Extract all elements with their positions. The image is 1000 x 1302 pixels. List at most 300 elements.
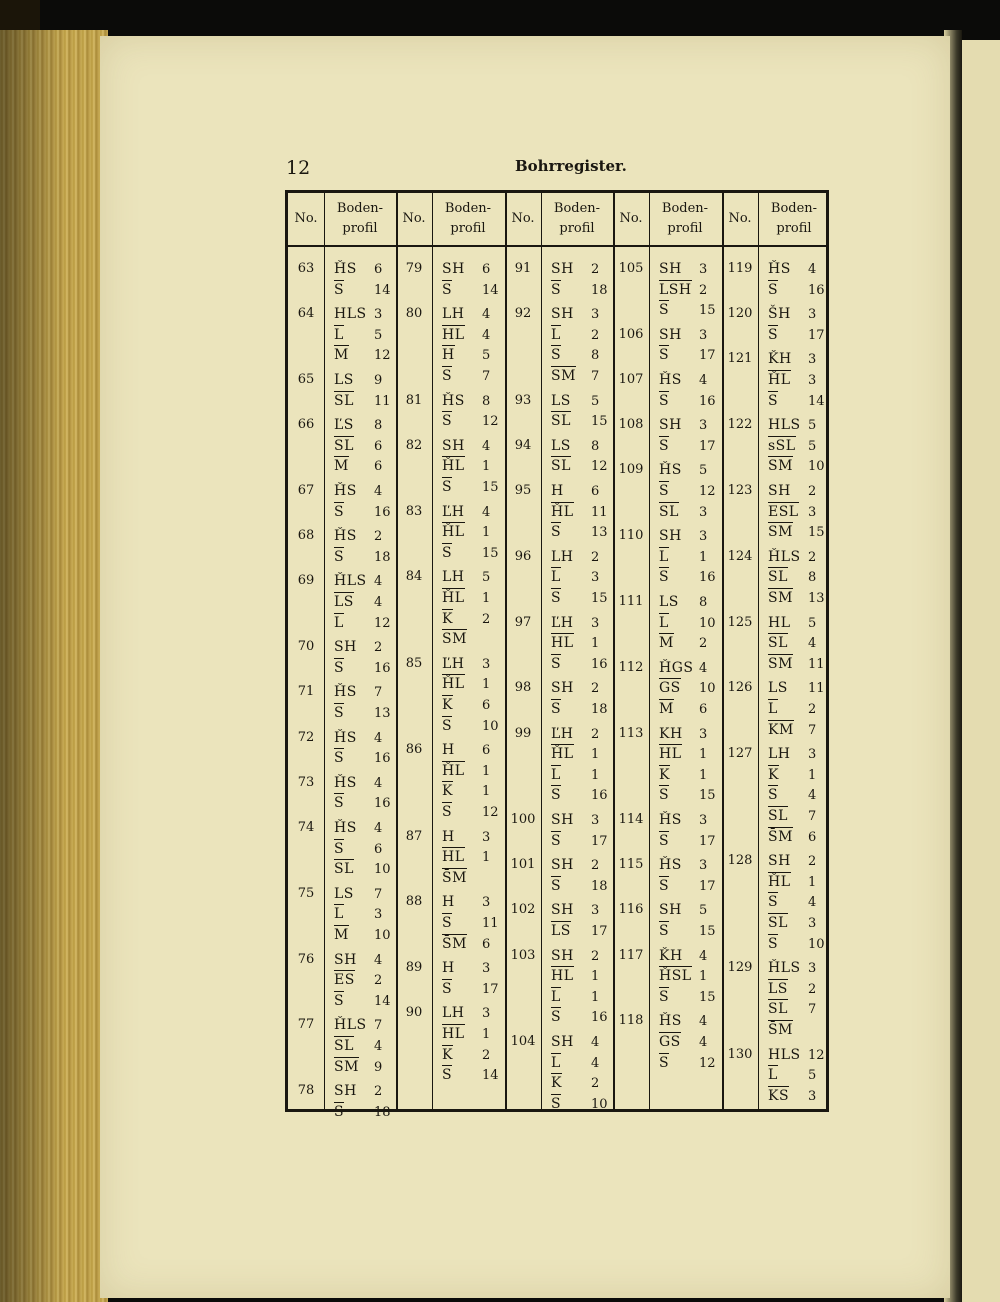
bohr-number: 82: [405, 437, 423, 453]
soil-code: L: [334, 326, 344, 343]
layer-thickness: 11: [808, 656, 825, 672]
layer-thickness: 3: [808, 961, 817, 977]
layer-thickness: 4: [482, 307, 491, 323]
soil-code: H: [442, 347, 455, 364]
layer-thickness: 15: [482, 545, 499, 561]
layer-thickness: 16: [591, 1010, 608, 1026]
layer-thickness: 4: [808, 636, 817, 652]
layer-thickness: 3: [699, 813, 708, 828]
page-edges-shadow: [0, 30, 108, 1302]
layer-thickness: 4: [374, 574, 383, 590]
soil-code: S: [442, 479, 453, 495]
soil-code: ȞLS: [768, 960, 801, 977]
bohr-number: 114: [618, 812, 644, 827]
bohr-number: 84: [405, 569, 423, 585]
soil-code: S: [334, 992, 345, 1009]
header-bodenprofil: Boden- profil: [661, 201, 709, 236]
soil-code: LS: [768, 980, 788, 997]
bohr-number: 88: [405, 894, 423, 910]
layer-thickness: 4: [699, 373, 708, 388]
soil-code: SH: [659, 528, 682, 545]
bohr-number: 122: [727, 417, 753, 433]
soil-code: ĽH: [442, 655, 465, 672]
layer-thickness: 6: [591, 484, 600, 499]
soil-code: S̄M: [768, 828, 793, 845]
bohr-number: 108: [618, 417, 644, 433]
soil-code: S: [768, 894, 779, 911]
soil-code: SH: [551, 261, 574, 277]
layer-thickness: 5: [482, 570, 491, 586]
soil-code: S: [659, 832, 670, 849]
bohr-number: 73: [297, 774, 315, 790]
bohr-number: 93: [514, 392, 532, 408]
soil-code: L: [551, 326, 561, 343]
soil-code: ȞLS: [334, 573, 367, 590]
layer-thickness: 18: [591, 282, 608, 298]
soil-code: S: [442, 1067, 453, 1084]
soil-code: ȞS: [334, 729, 357, 746]
layer-thickness: 2: [699, 636, 708, 652]
layer-thickness: 3: [808, 504, 817, 520]
bohr-number: 81: [405, 392, 423, 408]
soil-code: S: [442, 717, 453, 734]
soil-code: SL: [334, 1038, 354, 1054]
layer-thickness: 3: [482, 961, 491, 977]
soil-code: H: [442, 828, 455, 845]
layer-thickness: 5: [482, 348, 491, 364]
soil-code: S: [659, 437, 670, 454]
bohr-number: 75: [297, 885, 315, 901]
soil-code: S: [551, 1095, 562, 1112]
bohr-number: 98: [514, 680, 532, 696]
layer-thickness: 3: [808, 747, 817, 763]
layer-thickness: 12: [374, 348, 391, 364]
layer-thickness: 3: [591, 570, 600, 586]
soil-code: GS: [659, 680, 681, 697]
soil-code: S: [334, 548, 345, 565]
bohr-number: 118: [618, 1013, 644, 1029]
soil-code: ȞL: [551, 503, 574, 520]
layer-thickness: 4: [374, 730, 383, 746]
soil-code: ȞL: [442, 524, 465, 541]
bohr-number: 85: [405, 655, 423, 671]
layer-thickness: 11: [482, 916, 499, 931]
layer-thickness: 6: [374, 841, 383, 857]
soil-code: M: [334, 347, 349, 364]
layer-thickness: 11: [374, 393, 391, 409]
bohr-number: 129: [727, 960, 753, 976]
layer-thickness: 13: [591, 525, 608, 541]
layer-thickness: 1: [482, 591, 491, 606]
layer-thickness: 1: [591, 969, 600, 985]
layer-thickness: 6: [482, 936, 491, 952]
soil-code: SM: [768, 524, 793, 541]
soil-code: SL: [768, 569, 788, 586]
bohr-number: 92: [514, 306, 532, 322]
group-divider: [722, 193, 724, 1109]
soil-code: SL: [334, 861, 354, 878]
layer-thickness: 3: [699, 327, 708, 343]
soil-code: ȞS: [334, 684, 357, 701]
header-bodenprofil: Boden- profil: [770, 201, 818, 236]
soil-code: L: [551, 766, 561, 783]
layer-thickness: 12: [808, 1047, 825, 1063]
layer-thickness: 3: [482, 656, 491, 672]
layer-thickness: 3: [482, 829, 491, 845]
soil-code: SM: [768, 458, 793, 475]
layer-thickness: 4: [591, 1055, 600, 1071]
soil-code: LS: [334, 372, 354, 388]
layer-thickness: 4: [374, 484, 383, 499]
soil-code: SL: [334, 392, 354, 409]
soil-code: L: [768, 1067, 778, 1084]
soil-code: M: [659, 701, 674, 717]
bohr-number: 113: [618, 725, 644, 741]
layer-thickness: 7: [808, 722, 817, 738]
layer-thickness: 2: [374, 1084, 383, 1100]
soil-code: SH: [334, 639, 357, 656]
soil-code: HL: [442, 326, 465, 343]
soil-code: GS: [659, 1034, 681, 1050]
soil-code: S: [659, 347, 670, 364]
layer-thickness: 7: [482, 369, 491, 384]
soil-code: HL: [551, 635, 574, 652]
bohr-number: 119: [727, 261, 753, 276]
layer-thickness: 1: [699, 969, 708, 985]
soil-code: KS: [768, 1087, 790, 1104]
soil-code: ȞL: [442, 762, 465, 779]
bohr-number: 115: [618, 857, 644, 873]
soil-code: S: [768, 935, 779, 952]
soil-code: S: [551, 655, 562, 672]
layer-thickness: 3: [699, 858, 708, 874]
layer-thickness: 6: [808, 829, 817, 845]
soil-code: ȞL: [768, 372, 791, 388]
soil-code: HL: [551, 968, 574, 985]
bohr-number: 97: [514, 614, 532, 630]
soil-code: S̄M: [442, 935, 467, 952]
soil-code: S: [442, 915, 453, 931]
layer-thickness: 10: [374, 928, 391, 943]
layer-thickness: 3: [591, 813, 600, 828]
layer-thickness: 15: [699, 989, 716, 1005]
soil-code: S: [659, 877, 670, 894]
soil-code: L: [659, 548, 669, 565]
soil-code: SM: [768, 655, 793, 672]
layer-thickness: 8: [374, 418, 383, 434]
bohrregister-table: [285, 190, 829, 1120]
header-bodenprofil: Boden- profil: [444, 201, 492, 236]
layer-thickness: 3: [591, 615, 600, 631]
layer-thickness: 10: [808, 459, 825, 475]
bohr-number: 112: [618, 659, 644, 675]
bohr-number: 65: [297, 372, 315, 387]
soil-code: ȞS: [334, 774, 357, 791]
layer-thickness: 12: [482, 805, 499, 820]
soil-code: KM: [768, 721, 794, 738]
bohr-number: 107: [618, 372, 644, 387]
soil-code: SH: [551, 306, 574, 323]
layer-thickness: 10: [699, 681, 716, 697]
soil-code: L: [659, 614, 669, 631]
soil-code: SL: [551, 458, 571, 475]
layer-thickness: 12: [591, 459, 608, 475]
soil-code: S: [768, 326, 779, 343]
layer-thickness: 15: [699, 303, 716, 319]
soil-code: ȞLS: [768, 548, 801, 565]
soil-code: K: [551, 1075, 562, 1092]
layer-thickness: 4: [699, 1035, 708, 1050]
layer-thickness: 6: [482, 743, 491, 759]
layer-thickness: 10: [374, 862, 391, 878]
layer-thickness: 5: [699, 903, 708, 919]
layer-thickness: 2: [591, 1076, 600, 1092]
soil-code: SH: [442, 261, 465, 277]
layer-thickness: 1: [591, 747, 600, 763]
layer-thickness: 2: [808, 981, 817, 997]
layer-thickness: 12: [482, 414, 499, 430]
soil-code: SL: [334, 437, 354, 454]
layer-thickness: 7: [374, 1018, 383, 1034]
layer-thickness: 10: [591, 1096, 608, 1112]
soil-code: L: [551, 569, 561, 586]
bohr-number: 124: [727, 548, 753, 564]
layer-thickness: 4: [374, 821, 383, 836]
soil-code: SM: [551, 368, 576, 384]
soil-code: LS: [334, 885, 354, 902]
soil-code: SL: [659, 503, 679, 520]
soil-code: HL: [659, 746, 682, 763]
soil-code: SH: [768, 483, 791, 499]
layer-thickness: 7: [808, 1002, 817, 1018]
soil-code: ǨH: [768, 351, 792, 368]
soil-code: SL: [768, 635, 788, 652]
bohr-number: 130: [727, 1046, 753, 1062]
layer-thickness: 14: [482, 282, 499, 298]
bohr-number: 89: [405, 960, 423, 976]
layer-thickness: 2: [808, 549, 817, 565]
soil-code: LS: [551, 923, 571, 939]
soil-code: SH: [659, 902, 682, 919]
soil-code: KH: [659, 725, 683, 742]
soil-code: LH: [551, 548, 574, 565]
bohr-number: 116: [618, 902, 644, 918]
soil-code: S: [768, 392, 779, 409]
layer-thickness: 12: [699, 484, 716, 499]
layer-thickness: 1: [699, 767, 708, 783]
soil-code: S: [551, 590, 562, 606]
soil-code: S: [659, 787, 670, 804]
layer-thickness: 4: [482, 504, 491, 520]
layer-thickness: 3: [808, 352, 817, 368]
layer-thickness: 17: [482, 981, 499, 997]
layer-thickness: 4: [808, 788, 817, 804]
soil-code: SL: [768, 915, 788, 931]
layer-thickness: 2: [374, 529, 383, 545]
soil-code: LS: [659, 594, 679, 610]
layer-thickness: 3: [808, 373, 817, 388]
layer-thickness: 14: [374, 993, 391, 1009]
soil-code: ĽH: [442, 503, 465, 520]
layer-thickness: 10: [482, 718, 499, 734]
soil-code: S: [551, 701, 562, 717]
layer-thickness: 17: [591, 833, 608, 849]
layer-thickness: 14: [808, 393, 825, 409]
bohr-number: 78: [297, 1083, 315, 1099]
layer-thickness: 2: [374, 973, 383, 989]
no-column-divider: [758, 193, 759, 1109]
soil-code: K: [442, 783, 453, 800]
soil-code: ȞL: [551, 746, 574, 763]
layer-thickness: 2: [699, 282, 708, 298]
layer-thickness: 2: [591, 262, 600, 277]
layer-thickness: 6: [699, 702, 708, 717]
layer-thickness: 2: [808, 854, 817, 870]
soil-code: S: [334, 1103, 345, 1120]
layer-thickness: 4: [808, 262, 817, 277]
soil-code: SH: [334, 1083, 357, 1100]
soil-code: sSL: [768, 437, 796, 454]
layer-thickness: 15: [591, 414, 608, 430]
layer-thickness: 4: [374, 775, 383, 791]
bohr-number: 105: [618, 261, 644, 276]
layer-thickness: 17: [699, 833, 716, 849]
layer-thickness: 15: [699, 788, 716, 804]
layer-thickness: 8: [482, 393, 491, 409]
soil-code: S: [551, 281, 562, 298]
soil-code: S: [334, 840, 345, 857]
soil-code: S: [768, 281, 779, 298]
layer-thickness: 3: [808, 916, 817, 931]
bohr-number: 96: [514, 548, 532, 564]
layer-thickness: 2: [591, 858, 600, 874]
layer-thickness: 9: [374, 1059, 383, 1075]
soil-code: K: [442, 697, 453, 713]
layer-thickness: 18: [374, 1104, 391, 1120]
bohr-number: 90: [405, 1005, 423, 1021]
layer-thickness: 15: [591, 591, 608, 606]
soil-code: LS: [551, 437, 571, 454]
soil-code: ȞS: [659, 462, 682, 479]
layer-thickness: 16: [808, 282, 825, 298]
soil-code: S̄M: [768, 1022, 793, 1038]
layer-thickness: 4: [374, 952, 383, 968]
layer-thickness: 3: [699, 726, 708, 742]
soil-code: LS: [334, 594, 354, 610]
soil-code: LH: [442, 306, 465, 323]
soil-code: S: [442, 980, 453, 997]
layer-thickness: 16: [591, 788, 608, 804]
layer-thickness: 6: [374, 262, 383, 277]
layer-thickness: 1: [482, 850, 491, 866]
soil-code: S: [334, 503, 345, 520]
bohr-number: 87: [405, 828, 423, 844]
header-bodenprofil: Boden- profil: [553, 201, 601, 236]
bohr-number: 101: [510, 857, 536, 873]
layer-thickness: 5: [699, 463, 708, 479]
layer-thickness: 18: [591, 878, 608, 894]
soil-code: HL: [442, 1026, 465, 1042]
layer-thickness: 2: [591, 327, 600, 343]
soil-code: S: [442, 368, 453, 384]
soil-code: H: [442, 894, 455, 911]
soil-code: SH: [551, 680, 574, 697]
soil-code: SM: [768, 590, 793, 606]
soil-code: ĽH: [551, 614, 574, 631]
layer-thickness: 16: [374, 660, 391, 676]
bohr-number: 74: [297, 820, 315, 835]
soil-code: SH: [551, 812, 574, 828]
no-column-divider: [324, 193, 325, 1109]
layer-thickness: 4: [482, 327, 491, 343]
bohr-number: 110: [618, 528, 644, 544]
soil-code: S: [442, 413, 453, 430]
layer-thickness: 14: [482, 1068, 499, 1084]
no-column-divider: [541, 193, 542, 1109]
layer-thickness: 5: [808, 1068, 817, 1084]
header-no: No.: [728, 211, 752, 226]
bohr-number: 117: [618, 947, 644, 963]
layer-thickness: 14: [374, 282, 391, 298]
layer-thickness: 12: [699, 1055, 716, 1071]
bohr-number: 109: [618, 462, 644, 478]
layer-thickness: 2: [591, 549, 600, 565]
soil-code: S: [551, 832, 562, 849]
soil-code: H: [551, 483, 564, 499]
bohr-number: 111: [618, 594, 644, 609]
soil-code: ȞS: [334, 483, 357, 499]
layer-thickness: 2: [808, 702, 817, 717]
soil-code: HL: [768, 614, 791, 631]
soil-code: SM: [334, 1058, 359, 1075]
layer-thickness: 12: [374, 615, 391, 631]
bohr-number: 94: [514, 437, 532, 453]
facing-page: [958, 40, 1000, 1302]
layer-thickness: 3: [699, 262, 708, 277]
layer-thickness: 16: [374, 504, 391, 520]
soil-code: H: [442, 960, 455, 977]
layer-thickness: 16: [699, 570, 716, 586]
layer-thickness: 3: [482, 1006, 491, 1022]
layer-thickness: 5: [808, 615, 817, 631]
group-divider: [505, 193, 507, 1109]
soil-code: ȞS: [659, 372, 682, 388]
soil-code: ȞL: [768, 873, 791, 890]
header-no: No.: [511, 211, 535, 226]
bohr-number: 77: [297, 1017, 315, 1033]
header-no: No.: [619, 211, 643, 226]
header-no: No.: [402, 211, 426, 226]
soil-code: SH: [334, 951, 357, 968]
layer-thickness: 7: [374, 685, 383, 701]
soil-code: ȞSL: [659, 968, 692, 985]
soil-code: L: [551, 1054, 561, 1071]
bohr-number: 126: [727, 680, 753, 696]
soil-code: S̄M: [442, 869, 467, 886]
layer-thickness: 2: [482, 1047, 491, 1063]
soil-code: L: [551, 988, 561, 1005]
layer-thickness: 1: [699, 549, 708, 565]
group-divider: [613, 193, 615, 1109]
running-title: Bohrregister.: [515, 157, 627, 175]
layer-thickness: 3: [591, 307, 600, 323]
soil-code: SL: [768, 808, 788, 824]
soil-code: LSH: [659, 281, 692, 298]
soil-code: M: [659, 635, 674, 652]
soil-code: ȞS: [334, 820, 357, 836]
soil-code: S: [768, 787, 779, 804]
soil-code: M: [334, 458, 349, 475]
